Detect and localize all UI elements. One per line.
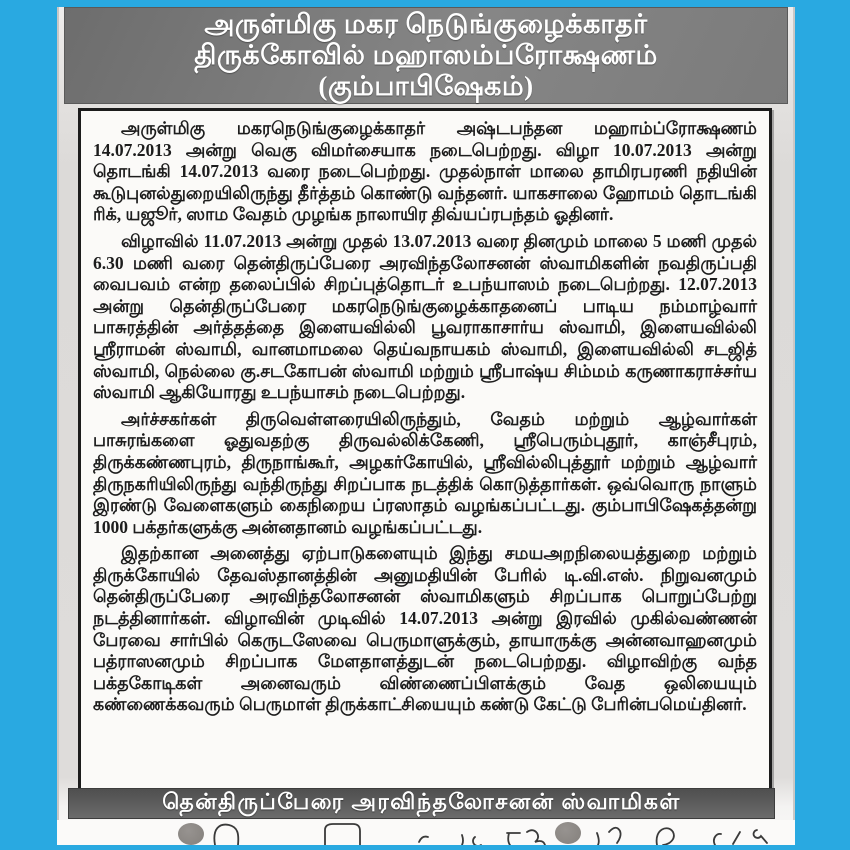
headline-line-3: (கும்பாபிஷேகம்) [318,71,534,101]
headline-banner [64,7,788,104]
handwriting-scribble [57,820,795,845]
caption-bar [68,788,775,819]
caption-text: தென்திருப்பேரை அரவிந்தலோசனன் ஸ்வாமிகள் [162,789,681,814]
punch-dot-right [555,822,581,844]
article-paragraph-1: அருள்மிகு மகரநெடுங்குழைக்காதர் அஷ்டபந்தன மஹாம்ப்ரோக்ஷணம் 14.07.2013 அன்று வெகு விமர்சையாக நடைபெற்றது. விழா 10.07.2013 அன்று தொடங்கி 14.07.2013 வரை நடைபெற்றது. முதல்நாள் மாலை தாமிரபரணி நதியின் கூடுபுனல்துறையிலிருந்து தீர்த்தம் கொண்டு வந்தனர். யாகசாலை ஹோமம் தொடங்கி ரிக், யஜூர், ஸாம வேதம் முழங்க நாலாயிர திவ்யப்ரபந்தம் ஓதினர். [93,118,757,225]
article-paragraph-4: இதற்கான அனைத்து ஏற்பாடுகளையும் இந்து சமயஅறநிலையத்துறை மற்றும் திருக்கோயில் தேவஸ்தானத்தின் அனுமதியின் பேரில் டி.வி.எஸ். நிறுவனமும் தென்திருப்பேரை அரவிந்தலோசனன் ஸ்வாமிகளும் சிறப்பாக பொறுப்பேற்று நடத்தினார்கள். விழாவின் முடிவில் 14.07.2013 அன்று இரவில் முகில்வண்ணன் பேரவை சார்பில் கெருடஸேவை பெருமாளுக்கும், தாயாருக்கு அன்னவாஹனமும் பத்ராஸனமும் சிறப்பாக மேளதாளத்துடன் நடைபெற்றது. விழாவிற்கு வந்த பக்தகோடிகள் அனைவரும் விண்ணைப்பிளக்கும் வேத ஒலியையும் கண்ணைக்கவரும் பெருமாள் திருக்காட்சியையும் கண்டு கேட்டு பேரின்பமெய்தினர். [93,543,757,715]
article-paragraph-2: விழாவில் 11.07.2013 அன்று முதல் 13.07.2013 வரை தினமும் மாலை 5 மணி முதல் 6.30 மணி வரை தென்திருப்பேரை அரவிந்தலோசனன் ஸ்வாமிகளின் நவதிருப்பதி வைபவம் என்ற தலைப்பில் சிறப்புத்தொடர் உபந்யாஸம் நடைபெற்றது. 12.07.2013 அன்று தென்திருப்பேரை மகரநெடுங்குழைக்காதனைப் பாடிய நம்மாழ்வார் பாசுரத்தின் அர்த்தத்தை இளையவில்லி பூவராகாசார்ய ஸ்வாமி, இளையவில்லி ஸ்ரீராமன் ஸ்வாமி, வானமாமலை தெய்வநாயகம் ஸ்வாமி, இளையவில்லி சடஜித் ஸ்வாமி, நெல்லை கு.சடகோபன் ஸ்வாமி மற்றும் ஸ்ரீபாஷ்ய சிம்மம் கருணாகராச்சர்ய ஸ்வாமி ஆகியோரது உபந்யாசம் நடைபெற்றது. [93,230,757,403]
article-paragraph-3: அர்ச்சகர்கள் திருவெள்ளரையிலிருந்தும், வேதம் மற்றும் ஆழ்வார்கள் பாசுரங்களை ஓதுவதற்கு திருவல்லிக்கேணி, ஸ்ரீபெரும்புதூர், காஞ்சீபுரம், திருக்கண்ணபுரம், திருநாங்கூர், அழகர்கோயில், ஸ்ரீவில்லிபுத்தூர் மற்றும் ஆழ்வார் திருநகரியிலிருந்து வந்திருந்து சிறப்பாக நடத்திக் கொடுத்தார்கள். ஒவ்வொரு நாளும் இரண்டு வேளைகளும் கைநிறைய ப்ரஸாதம் வழங்கப்பட்டது. கும்பாபிஷேகத்தன்று 1000 பக்தர்களுக்கு அன்னதானம் வழங்கப்பட்டது. [93,408,757,537]
headline-line-1: அருள்மிகு மகர நெடுங்குழைக்காதர் [204,9,648,39]
scanned-clipping [57,7,795,845]
article-body [78,108,772,792]
punch-dot-left [178,823,204,845]
bottom-margin-strip [57,820,795,845]
headline-line-2: திருக்கோவில் மஹாஸம்ப்ரோக்ஷணம் [194,40,658,70]
